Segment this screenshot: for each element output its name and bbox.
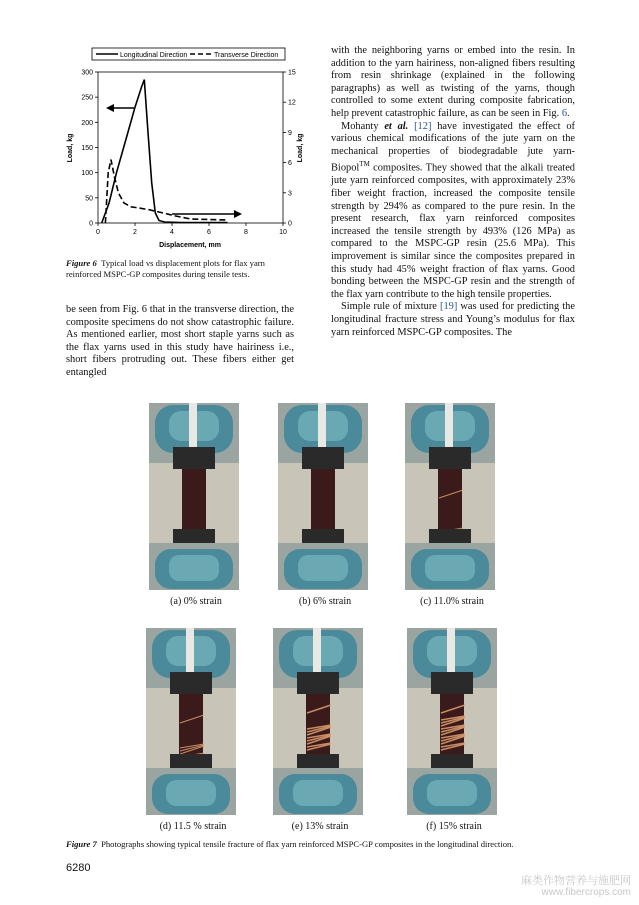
x-tick-label: 4	[170, 229, 174, 236]
chart-ticks	[81, 70, 296, 237]
photo-label: (d) 11.5 % strain	[159, 821, 227, 832]
y-tick-label-right: 3	[288, 190, 292, 198]
y-tick-label-left: 50	[85, 195, 93, 203]
x-axis-label: Displacement, mm	[159, 242, 221, 249]
right-column-text	[331, 45, 575, 339]
right-paragraph-2: Mohanty et al. [12] have investigated the effect of various chemical modifications of the jute yarn on the mechanical properties of biodegradable jute yarn-Biopol™ composites. They showed that the alkali treated jute yarn reinforced composites, with approximately 23% fiber weight fraction, increased the composite tensile strength by 294% as compared to the pure resin. In the present research, flax yarn reinforced composites increased the tensile strength by 493% (126 MPa) as compared to the MSPC-GP resin (25.6 MPa). This improvement is similar since the composites prepared in this study had 45% weight fraction of flax yarns. Good bonding between the MSPC-GP resin and the strength of the flax yarn contribute to the high tensile properties.	[331, 120, 575, 300]
right-paragraph-3: Simple rule of mixture [19] was used for predicting the longitudinal fracture stress and Young’s modulus for flax yarn reinforced MSPC-GP composites. The	[331, 301, 575, 338]
y-tick-label-right: 6	[288, 160, 292, 168]
left-paragraph: be seen from Fig. 6 that in the transverse direction, the composite specimens do not show catastrophic failure. As mentioned earlier, most short staple yarns such as the flax yarns used in this study have hairiness i.e., short fibers protruding out. These fibers either get entangled	[66, 304, 294, 378]
tensile-photo	[278, 403, 368, 590]
y-tick-label-left: 200	[81, 119, 93, 127]
tensile-photo	[407, 628, 497, 815]
ref-12-link[interactable]: [12]	[414, 120, 432, 132]
y-tick-label-right: 0	[288, 220, 292, 228]
watermark-cn: 麻类作物营养与施肥网	[521, 875, 631, 887]
tensile-photo	[405, 403, 495, 590]
y-tick-label-right: 15	[288, 69, 296, 77]
tensile-photo	[273, 628, 363, 815]
annotation-arrows	[106, 104, 242, 218]
y-tick-label-right: 9	[288, 129, 292, 137]
figure6-caption	[66, 258, 294, 280]
x-tick-label: 8	[244, 229, 248, 236]
chart-series	[102, 80, 228, 223]
ref-19-link[interactable]: [19]	[440, 301, 458, 313]
photo-label: (a) 0% strain	[170, 596, 222, 607]
longitudinal-series-line	[102, 80, 228, 223]
chart-legend	[92, 48, 285, 60]
legend-longitudinal: Longitudinal Direction	[120, 52, 188, 59]
y-axis-label-left: Load, kg	[67, 133, 74, 163]
tensile-photo	[149, 403, 239, 590]
figure7-text: Photographs showing typical tensile fracture of flax yarn reinforced MSPC-GP composites in the longitudinal direction.	[101, 839, 514, 849]
figure7-label: Figure 7	[66, 839, 97, 849]
figure6-text: Typical load vs displacement plots for flax yarn reinforced MSPC-GP composites during tensile tests.	[66, 258, 265, 279]
photo-label: (f) 15% strain	[426, 821, 482, 832]
photo-label: (b) 6% strain	[298, 596, 352, 607]
y-tick-label-left: 100	[81, 170, 93, 178]
x-tick-label: 6	[207, 229, 211, 236]
y-tick-label-left: 0	[89, 220, 93, 228]
x-tick-label: 2	[133, 229, 137, 236]
photo-label: (e) 13% strain	[291, 821, 349, 832]
x-tick-label: 10	[279, 229, 287, 236]
figure6-label: Figure 6	[66, 258, 97, 268]
legend-transverse: Transverse Direction	[214, 52, 279, 59]
plot-frame	[98, 72, 283, 223]
figure7-caption	[66, 839, 586, 850]
photo-label: (c) 11.0% strain	[420, 596, 484, 607]
page-number: 6280	[66, 862, 91, 874]
watermark-url: www.fibercrops.com	[541, 887, 631, 898]
y-tick-label-right: 12	[288, 99, 296, 107]
y-tick-label-left: 250	[81, 94, 93, 102]
y-tick-label-left: 150	[81, 145, 93, 152]
y-tick-label-left: 300	[81, 69, 93, 77]
x-tick-label: 0	[96, 229, 100, 236]
fig6-link[interactable]: 6	[561, 107, 568, 119]
right-paragraph-1: with the neighboring yarns or embed into the resin. In addition to the yarn hairiness, non-aligned fibers resulting from resin shrinkage (explained in the following paragraphs) as well as twisting of the yarns, though controlled to some extent during composite fabrication, help prevent catastrophic failure, as can be seen in Fig. 6.	[331, 45, 575, 119]
left-column-text	[66, 304, 294, 380]
load-displacement-chart	[62, 44, 304, 254]
tensile-photo	[146, 628, 236, 815]
y-axis-label-right: Load, kg	[297, 133, 304, 163]
